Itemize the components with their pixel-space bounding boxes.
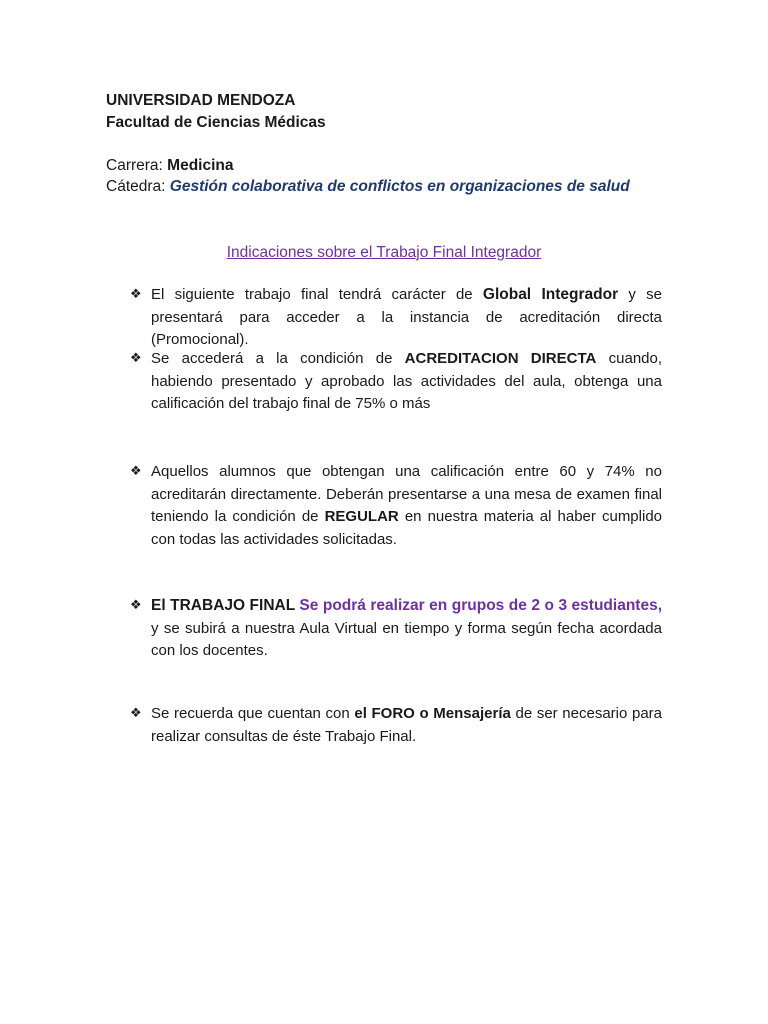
bold-text-run: el FORO o Mensajería — [354, 705, 511, 722]
bold-text-run: El TRABAJO FINAL — [151, 597, 295, 614]
diamond-bullet-icon: ❖ — [130, 464, 142, 479]
text-run: de ser necesario para realizar consultas de éste Trabajo Final. — [151, 705, 662, 745]
text-run: Aquellos alumnos que obtengan una calificación entre 60 y 74% no acreditarán directamente. Deberán presentarse a una mesa de examen final teniendo la condición de — [151, 463, 662, 525]
list-item-text — [151, 284, 662, 352]
chair-value: Gestión colaborativa de conflictos en organizaciones de salud — [169, 178, 630, 195]
chair-label: Cátedra: — [106, 178, 166, 195]
career-label: Carrera: — [106, 157, 163, 174]
list-item-text — [151, 703, 662, 748]
list-item-text — [151, 461, 662, 551]
bold-text-run: ACREDITACION DIRECTA — [404, 350, 597, 367]
list-item-text — [151, 595, 662, 663]
text-run: y se presentará para acceder a la instancia de acreditación directa (Promocional). — [151, 286, 662, 348]
highlight-text-run: Se podrá realizar en grupos de 2 o 3 estudiantes, — [294, 597, 662, 614]
text-run: Se accederá a la condición de — [151, 350, 405, 367]
list-item-text — [151, 348, 662, 416]
text-run: Se recuerda que cuentan con — [151, 705, 355, 722]
bold-text-run: Global Integrador — [482, 286, 619, 303]
document-title-text: Indicaciones sobre el Trabajo Final Integrador — [226, 244, 542, 261]
diamond-bullet-icon: ❖ — [130, 706, 142, 721]
diamond-bullet-icon: ❖ — [130, 598, 142, 613]
diamond-bullet-icon: ❖ — [130, 287, 142, 302]
text-run: cuando, habiendo presentado y aprobado las actividades del aula, obtenga una calificación del trabajo final de 75% o más — [151, 350, 663, 412]
text-run: y se subirá a nuestra Aula Virtual en tiempo y forma según fecha acordada con los docentes. — [151, 619, 662, 659]
text-run: El siguiente trabajo final tendrá carácter de — [151, 286, 483, 303]
text-run: en nuestra materia al haber cumplido con todas las actividades solicitadas. — [151, 508, 663, 548]
document-title — [0, 242, 768, 264]
diamond-bullet-icon: ❖ — [130, 351, 142, 366]
bold-text-run: REGULAR — [324, 508, 399, 525]
faculty-name: Facultad de Ciencias Médicas — [106, 114, 326, 131]
chair-line — [106, 176, 630, 198]
career-line — [106, 155, 234, 177]
career-value: Medicina — [167, 157, 234, 174]
university-name: UNIVERSIDAD MENDOZA — [106, 92, 296, 109]
